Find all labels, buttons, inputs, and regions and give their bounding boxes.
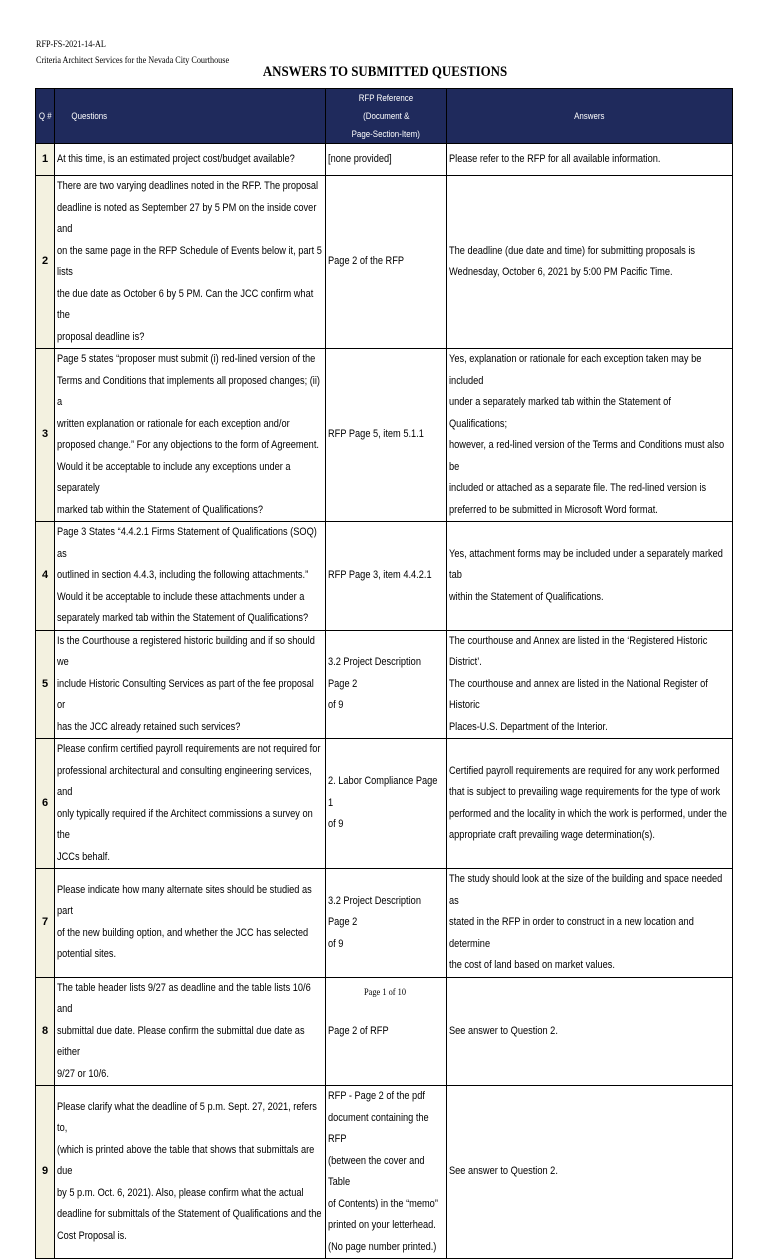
header-rfp-reference: RFP Reference (Document & Page-Section-Item) xyxy=(326,89,447,144)
answer-text: See answer to Question 2. xyxy=(447,1086,733,1259)
question-text: Please clarify what the deadline of 5 p.m. Sept. 27, 2021, refers to, (which is printed above the table that shows that submittals are due by 5 p.m. Oct. 6, 2021). Also, please confirm what the actual deadline for submittals of the Statement of Qualifications and the Cost Proposal is. xyxy=(55,1086,326,1259)
header-questions: Questions xyxy=(55,89,326,144)
table-row xyxy=(36,1086,733,1259)
rfp-reference: 2. Labor Compliance Page 1 of 9 xyxy=(326,739,447,869)
rfp-reference: Page 2 of the RFP xyxy=(326,176,447,349)
rfp-reference: 3.2 Project Description Page 2 of 9 xyxy=(326,630,447,739)
table-row xyxy=(36,176,733,349)
rfp-reference: RFP Page 5, item 5.1.1 xyxy=(326,349,447,522)
question-number: 9 xyxy=(36,1086,55,1259)
table-row xyxy=(36,144,733,176)
question-number: 2 xyxy=(36,176,55,349)
page-number: Page 1 of 10 xyxy=(363,988,407,998)
question-number: 7 xyxy=(36,869,55,978)
header-question-number: Q # xyxy=(36,89,55,144)
question-text: Page 5 states “proposer must submit (i) red-lined version of the Terms and Conditions that implements all proposed changes; (ii) a written explanation or rationale for each exception and/or proposed change.” For any objections to the form of Agreement. Would it be acceptable to include any exceptions under a separately marked tab within the Statement of Qualifications? xyxy=(55,349,326,522)
answer-text: Yes, explanation or rationale for each exception taken may be included under a separately marked tab within the Statement of Qualifications; however, a red-lined version of the Terms and Conditions must also be included or attached as a separate file. The red-lined version is preferred to be submitted in Microsoft Word format. xyxy=(447,349,733,522)
document-id: RFP-FS-2021-14-AL xyxy=(36,40,106,50)
rfp-reference: [none provided] xyxy=(326,144,447,176)
rfp-reference: RFP - Page 2 of the pdf document containing the RFP (between the cover and Table of Contents) in the “memo” printed on your letterhead. (No page number printed.) xyxy=(326,1086,447,1259)
question-text: There are two varying deadlines noted in the RFP. The proposal deadline is noted as September 27 by 5 PM on the inside cover and on the same page in the RFP Schedule of Events below it, part 5 lists the due date as October 6 by 5 PM. Can the JCC confirm what the proposal deadline is? xyxy=(55,176,326,349)
question-number: 1 xyxy=(36,144,55,176)
answer-text: Certified payroll requirements are required for any work performed that is subject to prevailing wage requirements for the type of work performed and the locality in which the work is performed, under the appropriate craft prevailing wage determination(s). xyxy=(447,739,733,869)
table-header-row xyxy=(36,89,733,144)
answer-text: Yes, attachment forms may be included under a separately marked tab within the Statement of Qualifications. xyxy=(447,522,733,631)
answer-text: The courthouse and Annex are listed in the ‘Registered Historic District’. The courthouse and annex are listed in the National Register of Historic Places-U.S. Department of the Interior. xyxy=(447,630,733,739)
table-row xyxy=(36,739,733,869)
question-number: 6 xyxy=(36,739,55,869)
question-text: The table header lists 9/27 as deadline and the table lists 10/6 and submittal due date. Please confirm the submittal due date as either 9/27 or 10/6. xyxy=(55,977,326,1086)
answers-table xyxy=(35,88,733,1259)
answer-text: Please refer to the RFP for all available information. xyxy=(447,144,733,176)
question-text: Page 3 States “4.4.2.1 Firms Statement of Qualifications (SOQ) as outlined in section 4.4.3, including the following attachments.” Would it be acceptable to include these attachments under a separately marked tab within the Statement of Qualifications? xyxy=(55,522,326,631)
page-title: ANSWERS TO SUBMITTED QUESTIONS xyxy=(262,64,508,80)
document-subtitle: Criteria Architect Services for the Nevada City Courthouse xyxy=(36,56,230,66)
question-number: 3 xyxy=(36,349,55,522)
answer-text: The deadline (due date and time) for submitting proposals is Wednesday, October 6, 2021 by 5:00 PM Pacific Time. xyxy=(447,176,733,349)
question-text: Please indicate how many alternate sites should be studied as part of the new building option, and whether the JCC has selected potential sites. xyxy=(55,869,326,978)
question-text: At this time, is an estimated project cost/budget available? xyxy=(55,144,326,176)
rfp-reference: Page 2 of RFP xyxy=(326,977,447,1086)
rfp-reference: 3.2 Project Description Page 2 of 9 xyxy=(326,869,447,978)
question-number: 8 xyxy=(36,977,55,1086)
answer-text: The study should look at the size of the building and space needed as stated in the RFP in order to construct in a new location and determine the cost of land based on market values. xyxy=(447,869,733,978)
table-row xyxy=(36,349,733,522)
question-text: Please confirm certified payroll requirements are not required for professional architectural and consulting engineering services, and only typically required if the Architect commissions a survey on the JCCs behalf. xyxy=(55,739,326,869)
header-answers: Answers xyxy=(447,89,733,144)
question-number: 4 xyxy=(36,522,55,631)
question-number: 5 xyxy=(36,630,55,739)
table-row xyxy=(36,630,733,739)
table-row xyxy=(36,522,733,631)
rfp-reference: RFP Page 3, item 4.4.2.1 xyxy=(326,522,447,631)
question-text: Is the Courthouse a registered historic building and if so should we include Historic Consulting Services as part of the fee proposal or has the JCC already retained such services? xyxy=(55,630,326,739)
answer-text: See answer to Question 2. xyxy=(447,977,733,1086)
table-row xyxy=(36,869,733,978)
